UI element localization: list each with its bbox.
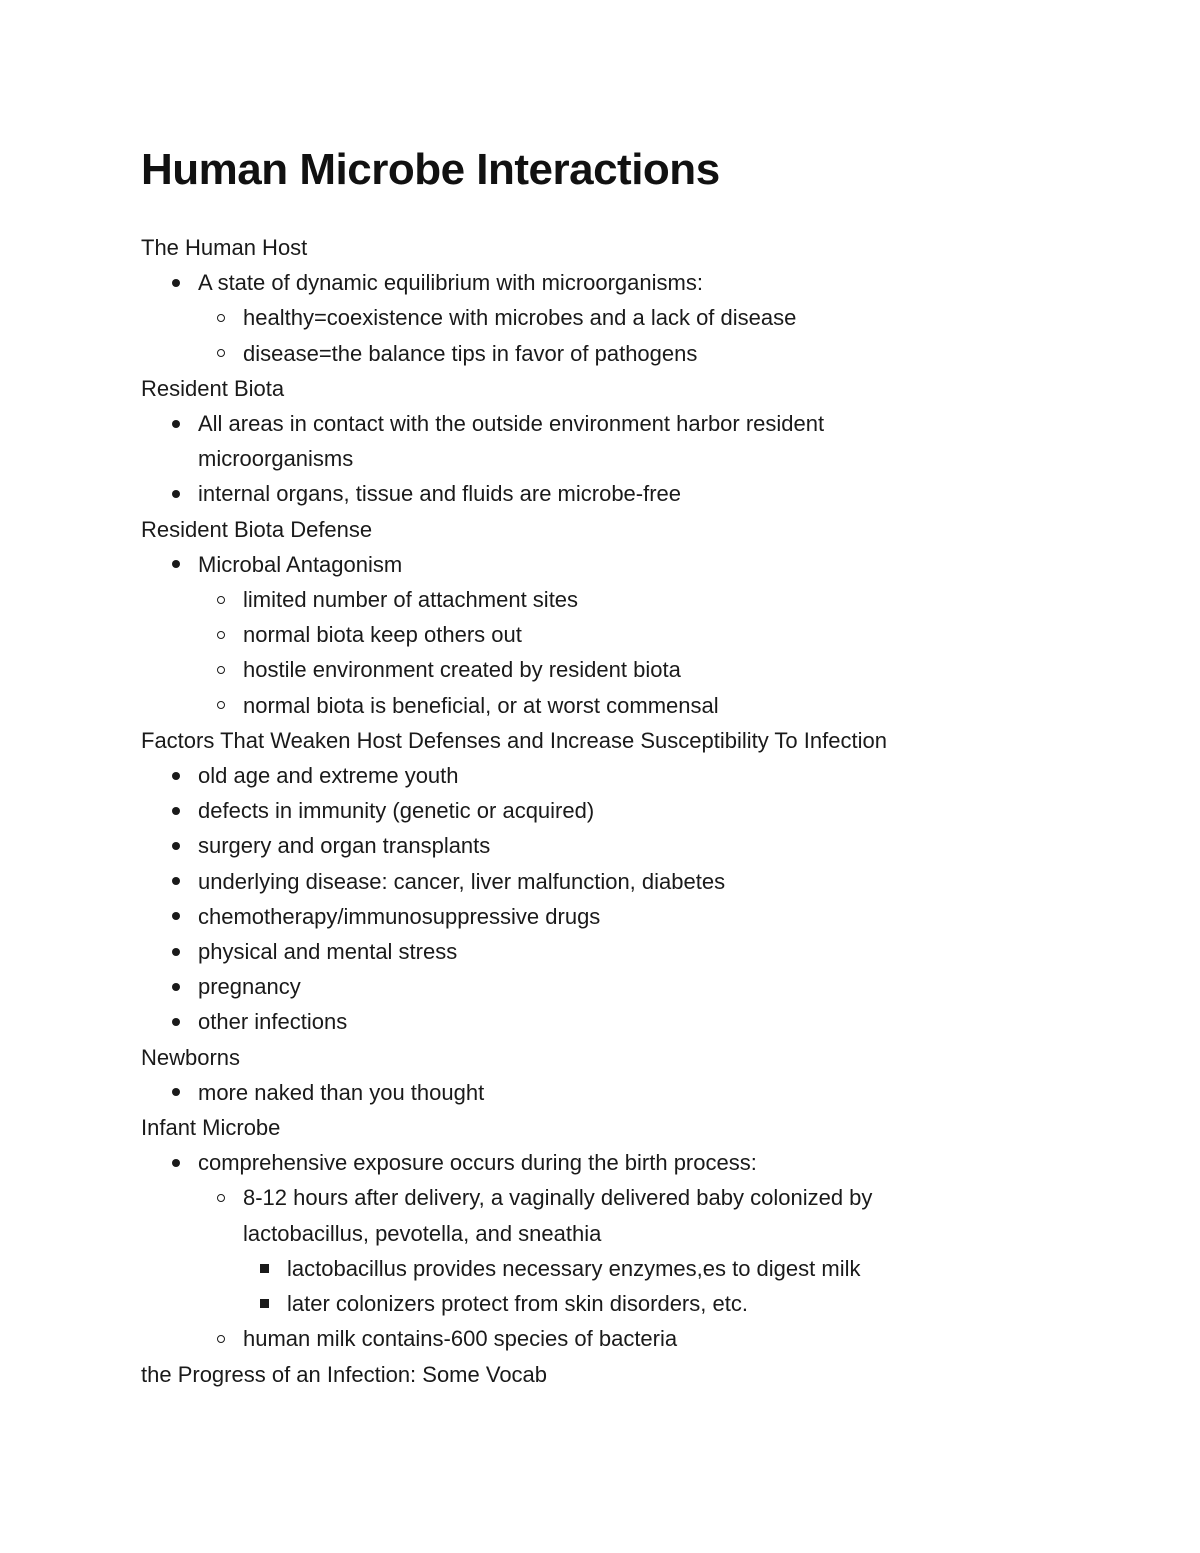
list-item: healthy=coexistence with microbes and a lack of disease <box>141 300 1041 335</box>
section <box>141 371 1041 512</box>
list-item: hostile environment created by resident biota <box>141 652 1041 687</box>
bullet-disc-icon <box>172 265 180 300</box>
bullet-circle-icon <box>217 300 225 335</box>
list-item: comprehensive exposure occurs during the birth process: <box>141 1145 1041 1180</box>
section-heading: Factors That Weaken Host Defenses and Increase Susceptibility To Infection <box>141 727 887 753</box>
bullet-list <box>141 1145 1041 1356</box>
bullet-circle-icon <box>217 1321 225 1356</box>
section-heading: Resident Biota Defense <box>141 516 373 542</box>
bullet-square-icon <box>260 1251 269 1286</box>
section-heading: Resident Biota <box>141 375 285 401</box>
section <box>141 723 1041 1040</box>
list-item: chemotherapy/immunosuppressive drugs <box>141 899 1041 934</box>
bullet-square-icon <box>260 1286 269 1321</box>
section <box>141 1110 1041 1356</box>
list-item: more naked than you thought <box>141 1075 1041 1110</box>
list-item: A state of dynamic equilibrium with microorganisms: <box>141 265 1041 300</box>
bullet-disc-icon <box>172 547 180 582</box>
section-heading: the Progress of an Infection: Some Vocab <box>141 1361 548 1387</box>
bullet-disc-icon <box>172 1075 180 1110</box>
bullet-list <box>141 265 1041 371</box>
bullet-disc-icon <box>172 969 180 1004</box>
list-item: old age and extreme youth <box>141 758 1041 793</box>
bullet-list <box>141 758 1041 1040</box>
section <box>141 512 1041 723</box>
list-item: underlying disease: cancer, liver malfunction, diabetes <box>141 864 1041 899</box>
bullet-circle-icon <box>217 652 225 687</box>
bullet-list <box>141 406 1041 512</box>
list-item: lactobacillus provides necessary enzymes,es to digest milk <box>141 1251 1041 1286</box>
list-item: 8-12 hours after delivery, a vaginally delivered baby colonized by lactobacillus, pevotella, and sneathia <box>141 1180 943 1250</box>
bullet-circle-icon <box>217 1180 225 1215</box>
list-item: pregnancy <box>141 969 1041 1004</box>
list-item: human milk contains-600 species of bacteria <box>141 1321 1041 1356</box>
list-item: surgery and organ transplants <box>141 828 1041 863</box>
bullet-circle-icon <box>217 336 225 371</box>
list-item: physical and mental stress <box>141 934 1041 969</box>
bullet-list <box>141 547 1041 723</box>
section-heading: Newborns <box>141 1044 241 1070</box>
list-item: disease=the balance tips in favor of pathogens <box>141 336 1041 371</box>
bullet-disc-icon <box>172 934 180 969</box>
list-item: normal biota is beneficial, or at worst commensal <box>141 688 1041 723</box>
section <box>141 230 1041 371</box>
section-heading: The Human Host <box>141 235 308 260</box>
list-item: later colonizers protect from skin disorders, etc. <box>141 1286 1041 1321</box>
list-item: All areas in contact with the outside environment harbor resident microorganisms <box>141 406 898 476</box>
bullet-circle-icon <box>217 582 225 617</box>
list-item: normal biota keep others out <box>141 617 1041 652</box>
bullet-disc-icon <box>172 864 180 899</box>
section <box>141 1040 1041 1110</box>
section <box>141 1357 1041 1392</box>
list-item: limited number of attachment sites <box>141 582 1041 617</box>
document-page <box>141 140 1041 1392</box>
section-heading: Infant Microbe <box>141 1115 281 1141</box>
list-item: internal organs, tissue and fluids are microbe-free <box>141 476 1041 511</box>
bullet-disc-icon <box>172 476 180 511</box>
bullet-disc-icon <box>172 828 180 863</box>
list-item: Microbal Antagonism <box>141 547 1041 582</box>
bullet-disc-icon <box>172 899 180 934</box>
bullet-list <box>141 1075 1041 1110</box>
bullet-disc-icon <box>172 406 180 441</box>
list-item: other infections <box>141 1004 1041 1039</box>
bullet-circle-icon <box>217 688 225 723</box>
bullet-disc-icon <box>172 793 180 828</box>
bullet-circle-icon <box>217 617 225 652</box>
bullet-disc-icon <box>172 1145 180 1180</box>
list-item: defects in immunity (genetic or acquired) <box>141 793 1041 828</box>
bullet-disc-icon <box>172 758 180 793</box>
bullet-disc-icon <box>172 1004 180 1039</box>
page-title: Human Microbe Interactions <box>141 145 720 194</box>
